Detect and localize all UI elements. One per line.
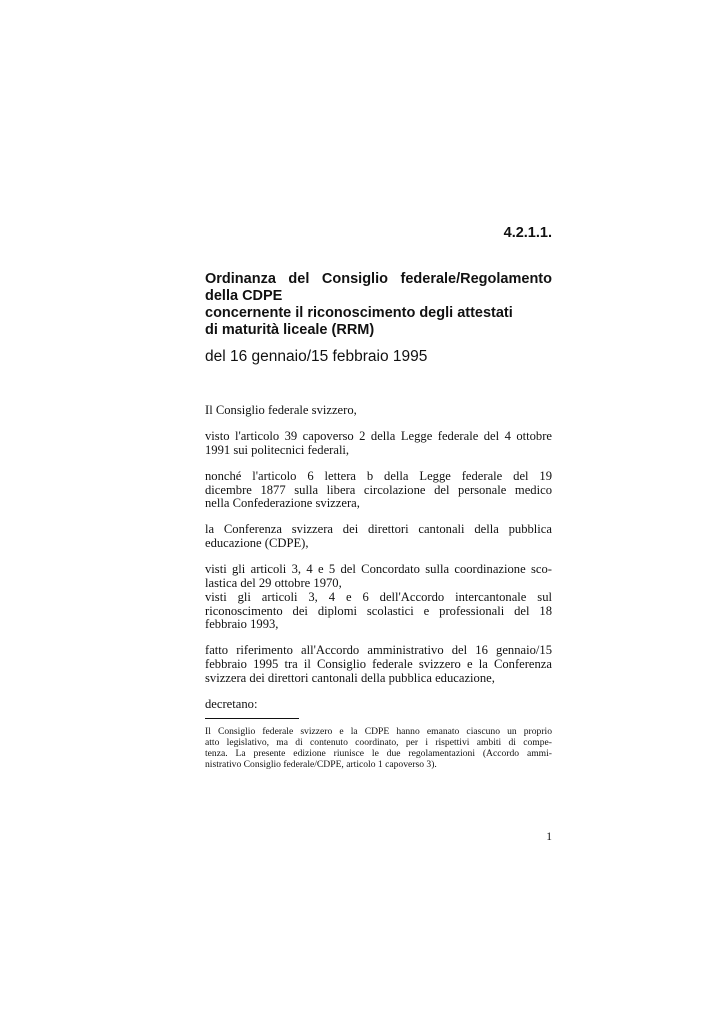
document-title — [205, 271, 552, 339]
footnote — [205, 726, 552, 770]
preamble-paragraph — [205, 644, 552, 685]
text-line: febbraio 1993, — [205, 617, 279, 632]
title-line: Ordinanza del Consiglio federale/Regolamento — [205, 271, 552, 287]
title-line: della CDPE — [205, 288, 283, 304]
preamble-paragraph — [205, 404, 552, 418]
text-line: dicembre 1877 sulla libera circolazione del personale medico — [205, 482, 552, 497]
text-line: educazione (CDPE), — [205, 536, 309, 551]
text-line: visti gli articoli 3, 4 e 5 del Concordato sulla coordinazione sco- — [205, 562, 552, 577]
document-number: 4.2.1.1. — [503, 225, 552, 241]
text-line: visti gli articoli 3, 4 e 6 dell'Accordo intercantonale sul — [205, 589, 552, 604]
document-date: del 16 gennaio/15 febbraio 1995 — [205, 348, 428, 365]
text-line: nonché l'articolo 6 lettera b della Legge federale del 19 — [205, 468, 552, 483]
preamble-paragraph — [205, 430, 552, 458]
preamble-paragraph — [205, 591, 552, 632]
footnote-line: Il Consiglio federale svizzero e la CDPE hanno emanato ciascuno un proprio — [205, 726, 552, 737]
text-line: lastica del 29 ottobre 1970, — [205, 575, 342, 590]
preamble-paragraph — [205, 523, 552, 551]
preamble — [205, 404, 552, 724]
text-line: nella Confederazione svizzera, — [205, 496, 360, 511]
title-line: concernente il riconoscimento degli attestati — [205, 305, 513, 321]
footnote-line: nistrativo Consiglio federale/CDPE, articolo 1 capoverso 3). — [205, 759, 437, 770]
text-line: la Conferenza svizzera dei direttori cantonali della pubblica — [205, 522, 552, 537]
text-line: 1991 sui politecnici federali, — [205, 442, 350, 457]
title-line: di maturità liceale (RRM) — [205, 322, 375, 338]
text-line: febbraio 1995 tra il Consiglio federale svizzero e la Conferenza — [205, 657, 552, 672]
text-line: visto l'articolo 39 capoverso 2 della Legge federale del 4 ottobre — [205, 428, 552, 443]
page-number: 1 — [546, 831, 552, 843]
preamble-paragraph — [205, 470, 552, 511]
footnote-divider — [205, 718, 299, 719]
text-line: Il Consiglio federale svizzero, — [205, 403, 357, 417]
text-line: decretano: — [205, 696, 258, 711]
text-line: svizzera dei direttori cantonali della pubblica educazione, — [205, 670, 495, 685]
preamble-paragraph — [205, 698, 552, 712]
footnote-line: atto legislativo, ma di contenuto coordinato, per i rispettivi ambiti di compe- — [205, 737, 552, 748]
text-line: fatto riferimento all'Accordo amministrativo del 16 gennaio/15 — [205, 643, 552, 658]
footnote-line: tenza. La presente edizione riunisce le due regolamentazioni (Accordo ammi- — [205, 748, 552, 759]
preamble-paragraph — [205, 563, 552, 591]
text-line: riconoscimento dei diplomi scolastici e professionali del 18 — [205, 603, 552, 618]
